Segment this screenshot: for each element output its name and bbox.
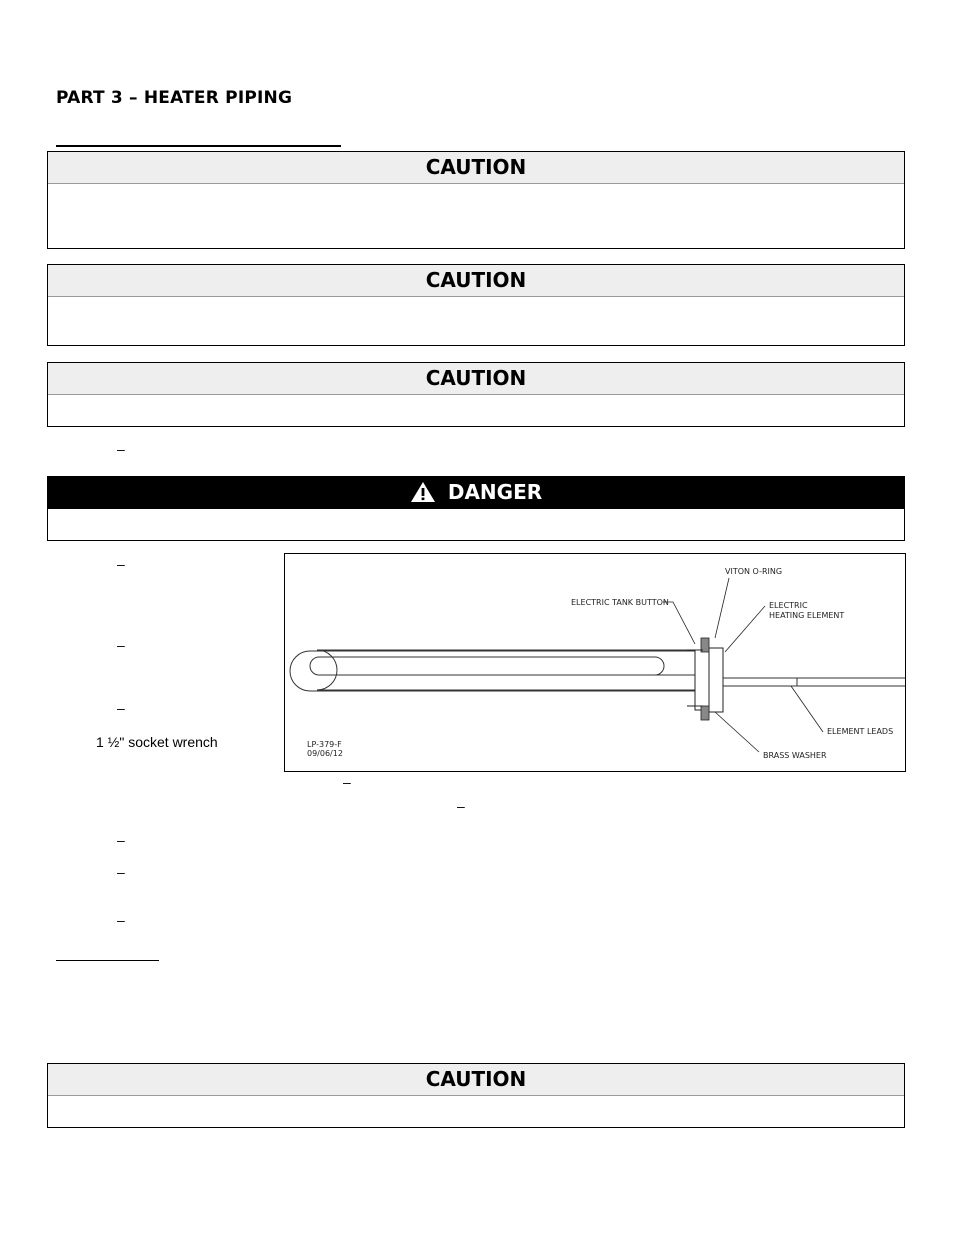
caution-box-2 [47, 264, 905, 346]
caution-box-1 [47, 151, 905, 249]
step-dash: – [117, 912, 125, 928]
step-dash: – [117, 700, 125, 716]
label-electric-tank-button: ELECTRIC TANK BUTTON [571, 598, 669, 607]
brass-washer-shape [695, 650, 709, 710]
label-brass-washer: BRASS WASHER [763, 751, 827, 760]
step-dash: – [117, 637, 125, 653]
subsection-rule [56, 960, 159, 961]
caution-header: CAUTION [48, 152, 904, 184]
caution-box-3 [47, 362, 905, 427]
element-inner-loop [310, 657, 695, 675]
caution-header: CAUTION [48, 265, 904, 297]
step-dash: – [117, 864, 125, 880]
element-tube-outer [317, 650, 697, 690]
step-dash: – [343, 774, 351, 790]
step-dash: – [117, 556, 125, 572]
danger-box [47, 476, 905, 541]
element-head [709, 648, 723, 712]
heating-element-diagram [284, 553, 906, 772]
danger-label: DANGER [447, 480, 543, 504]
warning-triangle-icon [410, 481, 436, 512]
caution-header: CAUTION [48, 1064, 904, 1096]
caution-box-4 [47, 1063, 905, 1128]
danger-header [48, 477, 904, 509]
wrench-label: 1 ½" socket wrench [96, 734, 218, 750]
page-title: PART 3 – HEATER PIPING [56, 88, 293, 108]
step-dash: – [117, 441, 125, 457]
figure-date: 09/06/12 [307, 749, 343, 758]
section-rule [56, 145, 341, 147]
step-dash: – [457, 798, 465, 814]
label-viton-o-ring: VITON O-RING [725, 567, 783, 576]
step-dash: – [117, 832, 125, 848]
caution-header: CAUTION [48, 363, 904, 395]
label-electric: ELECTRIC [769, 601, 808, 610]
label-heating-element: HEATING ELEMENT [769, 611, 845, 620]
label-element-leads: ELEMENT LEADS [827, 727, 894, 736]
figure-code: LP-379-F [307, 740, 342, 749]
